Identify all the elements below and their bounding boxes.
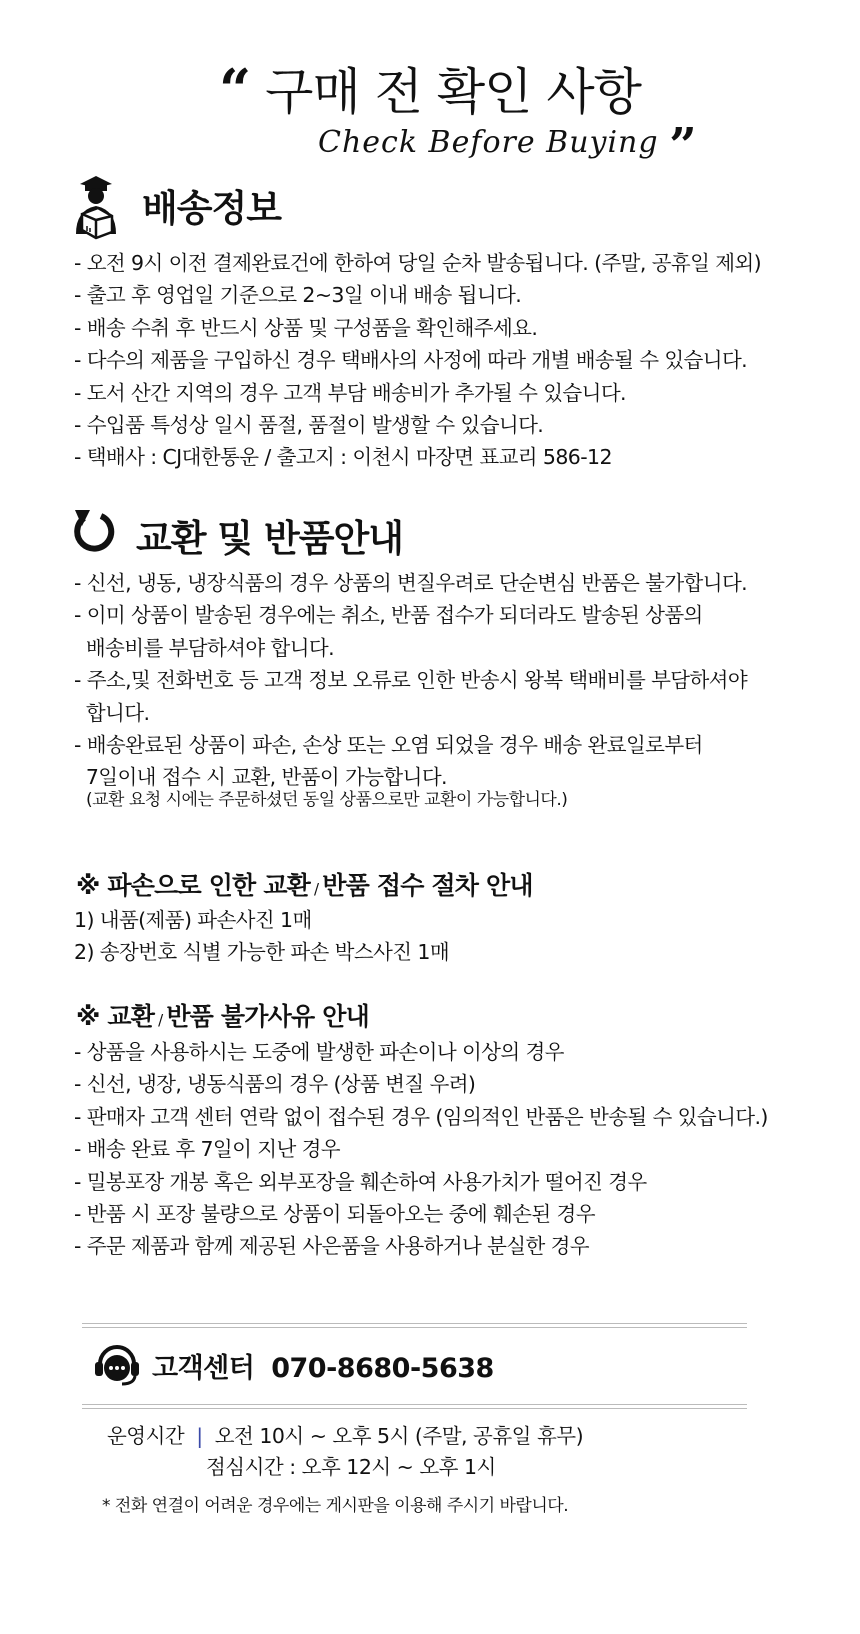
list-item: - 주문 제품과 함께 제공된 사은품을 사용하거나 분실한 경우 xyxy=(74,1234,589,1259)
list-item: - 수입품 특성상 일시 품절, 품절이 발생할 수 있습니다. xyxy=(74,412,544,437)
headset-chat-icon xyxy=(92,1338,142,1388)
list-item: - 배송완료된 상품이 파손, 손상 또는 오염 되었을 경우 배송 완료일로부터 xyxy=(74,732,703,757)
list-item: - 판매자 고객 센터 연락 없이 접수된 경우 (임의적인 반품은 반송될 수 있습니다.) xyxy=(74,1104,768,1129)
list-item: 합니다. xyxy=(74,700,150,725)
list-item: - 도서 산간 지역의 경우 고객 부담 배송비가 추가될 수 있습니다. xyxy=(74,380,626,405)
open-quote-mark: “ xyxy=(219,57,251,123)
heading-part: 반품 접수 절차 안내 xyxy=(322,871,533,900)
delivery-person-with-box-icon xyxy=(68,170,124,242)
returns-info-list xyxy=(74,567,747,794)
divider-top xyxy=(82,1323,747,1328)
separator-bar: | xyxy=(196,1424,203,1448)
heading-part: ※ 파손으로 인한 교환 xyxy=(76,871,311,900)
list-item: - 배송 수취 후 반드시 상품 및 구성품을 확인해주세요. xyxy=(74,315,538,340)
list-item: - 이미 상품이 발송된 경우에는 취소, 반품 접수가 되더라도 발송된 상품의 xyxy=(74,603,703,628)
heading-separator: / xyxy=(154,1011,167,1029)
return-arrow-icon xyxy=(70,508,116,554)
heading-part: 반품 불가사유 안내 xyxy=(166,1002,369,1031)
customer-center-phone[interactable]: 070-8680-5638 xyxy=(271,1353,494,1384)
returns-heading: 교환 및 반품안내 xyxy=(136,517,403,560)
lunch-hours: 점심시간 : 오후 12시 ~ 오후 1시 xyxy=(206,1455,496,1479)
heading-part: ※ 교환 xyxy=(76,1002,155,1031)
operating-hours-value: 오전 10시 ~ 오후 5시 (주말, 공휴일 휴무) xyxy=(214,1424,584,1448)
list-item: - 밀봉포장 개봉 혹은 외부포장을 훼손하여 사용가치가 떨어진 경우 xyxy=(74,1169,647,1194)
return-restrictions-list xyxy=(74,1036,768,1263)
return-restrictions-heading xyxy=(76,997,369,1033)
shipping-info-list xyxy=(74,247,761,474)
page-title: 구매 전 확인 사항 xyxy=(265,63,641,121)
list-item: 1) 내품(제품) 파손사진 1매 xyxy=(74,908,312,932)
heading-separator: / xyxy=(310,880,323,898)
damage-procedure-heading xyxy=(76,866,533,902)
subtitle-text: Check Before Buying xyxy=(318,125,659,160)
operating-hours-row xyxy=(107,1419,583,1449)
customer-center-row xyxy=(152,1346,494,1385)
damage-procedure-list xyxy=(74,904,449,969)
list-item: - 신선, 냉동, 냉장식품의 경우 상품의 변질우려로 단순변심 반품은 불가합니다. xyxy=(74,571,748,595)
operating-hours-label: 운영시간 xyxy=(107,1424,185,1448)
list-item: - 신선, 냉장, 냉동식품의 경우 (상품 변질 우려) xyxy=(74,1072,476,1097)
list-item: 2) 송장번호 식별 가능한 파손 박스사진 1매 xyxy=(74,940,450,965)
list-item: - 출고 후 영업일 기준으로 2~3일 이내 배송 됩니다. xyxy=(74,283,522,308)
divider-bottom xyxy=(82,1404,747,1409)
returns-note: (교환 요청 시에는 주문하셨던 동일 상품으로만 교환이 가능합니다.) xyxy=(86,790,568,810)
customer-center-label: 고객센터 xyxy=(152,1353,255,1384)
page-subtitle xyxy=(318,112,698,174)
customer-center-note: * 전화 연결이 어려운 경우에는 게시판을 이용해 주시기 바랍니다. xyxy=(102,1496,569,1516)
list-item: - 택배사 : CJ대한통운 / 출고지 : 이천시 마장면 표교리 586-12 xyxy=(74,445,612,470)
list-item: - 상품을 사용하시는 도중에 발생한 파손이나 이상의 경우 xyxy=(74,1040,564,1064)
list-item: - 다수의 제품을 구입하신 경우 택배사의 사정에 따라 개별 배송될 수 있습니다. xyxy=(74,348,748,373)
list-item: 7일이내 접수 시 교환, 반품이 가능합니다. xyxy=(74,765,447,790)
list-item: - 배송 완료 후 7일이 지난 경우 xyxy=(74,1137,340,1162)
list-item: - 주소,및 전화번호 등 고객 정보 오류로 인한 반송시 왕복 택배비를 부담하셔야 xyxy=(74,668,748,693)
shipping-heading: 배송정보 xyxy=(142,187,281,230)
close-quote-mark: ” xyxy=(669,118,698,174)
list-item: 배송비를 부담하셔야 합니다. xyxy=(74,635,335,660)
list-item: - 오전 9시 이전 결제완료건에 한하여 당일 순차 발송됩니다. (주말, 공휴일 제외) xyxy=(74,251,762,275)
list-item: - 반품 시 포장 불량으로 상품이 되돌아오는 중에 훼손된 경우 xyxy=(74,1201,595,1226)
